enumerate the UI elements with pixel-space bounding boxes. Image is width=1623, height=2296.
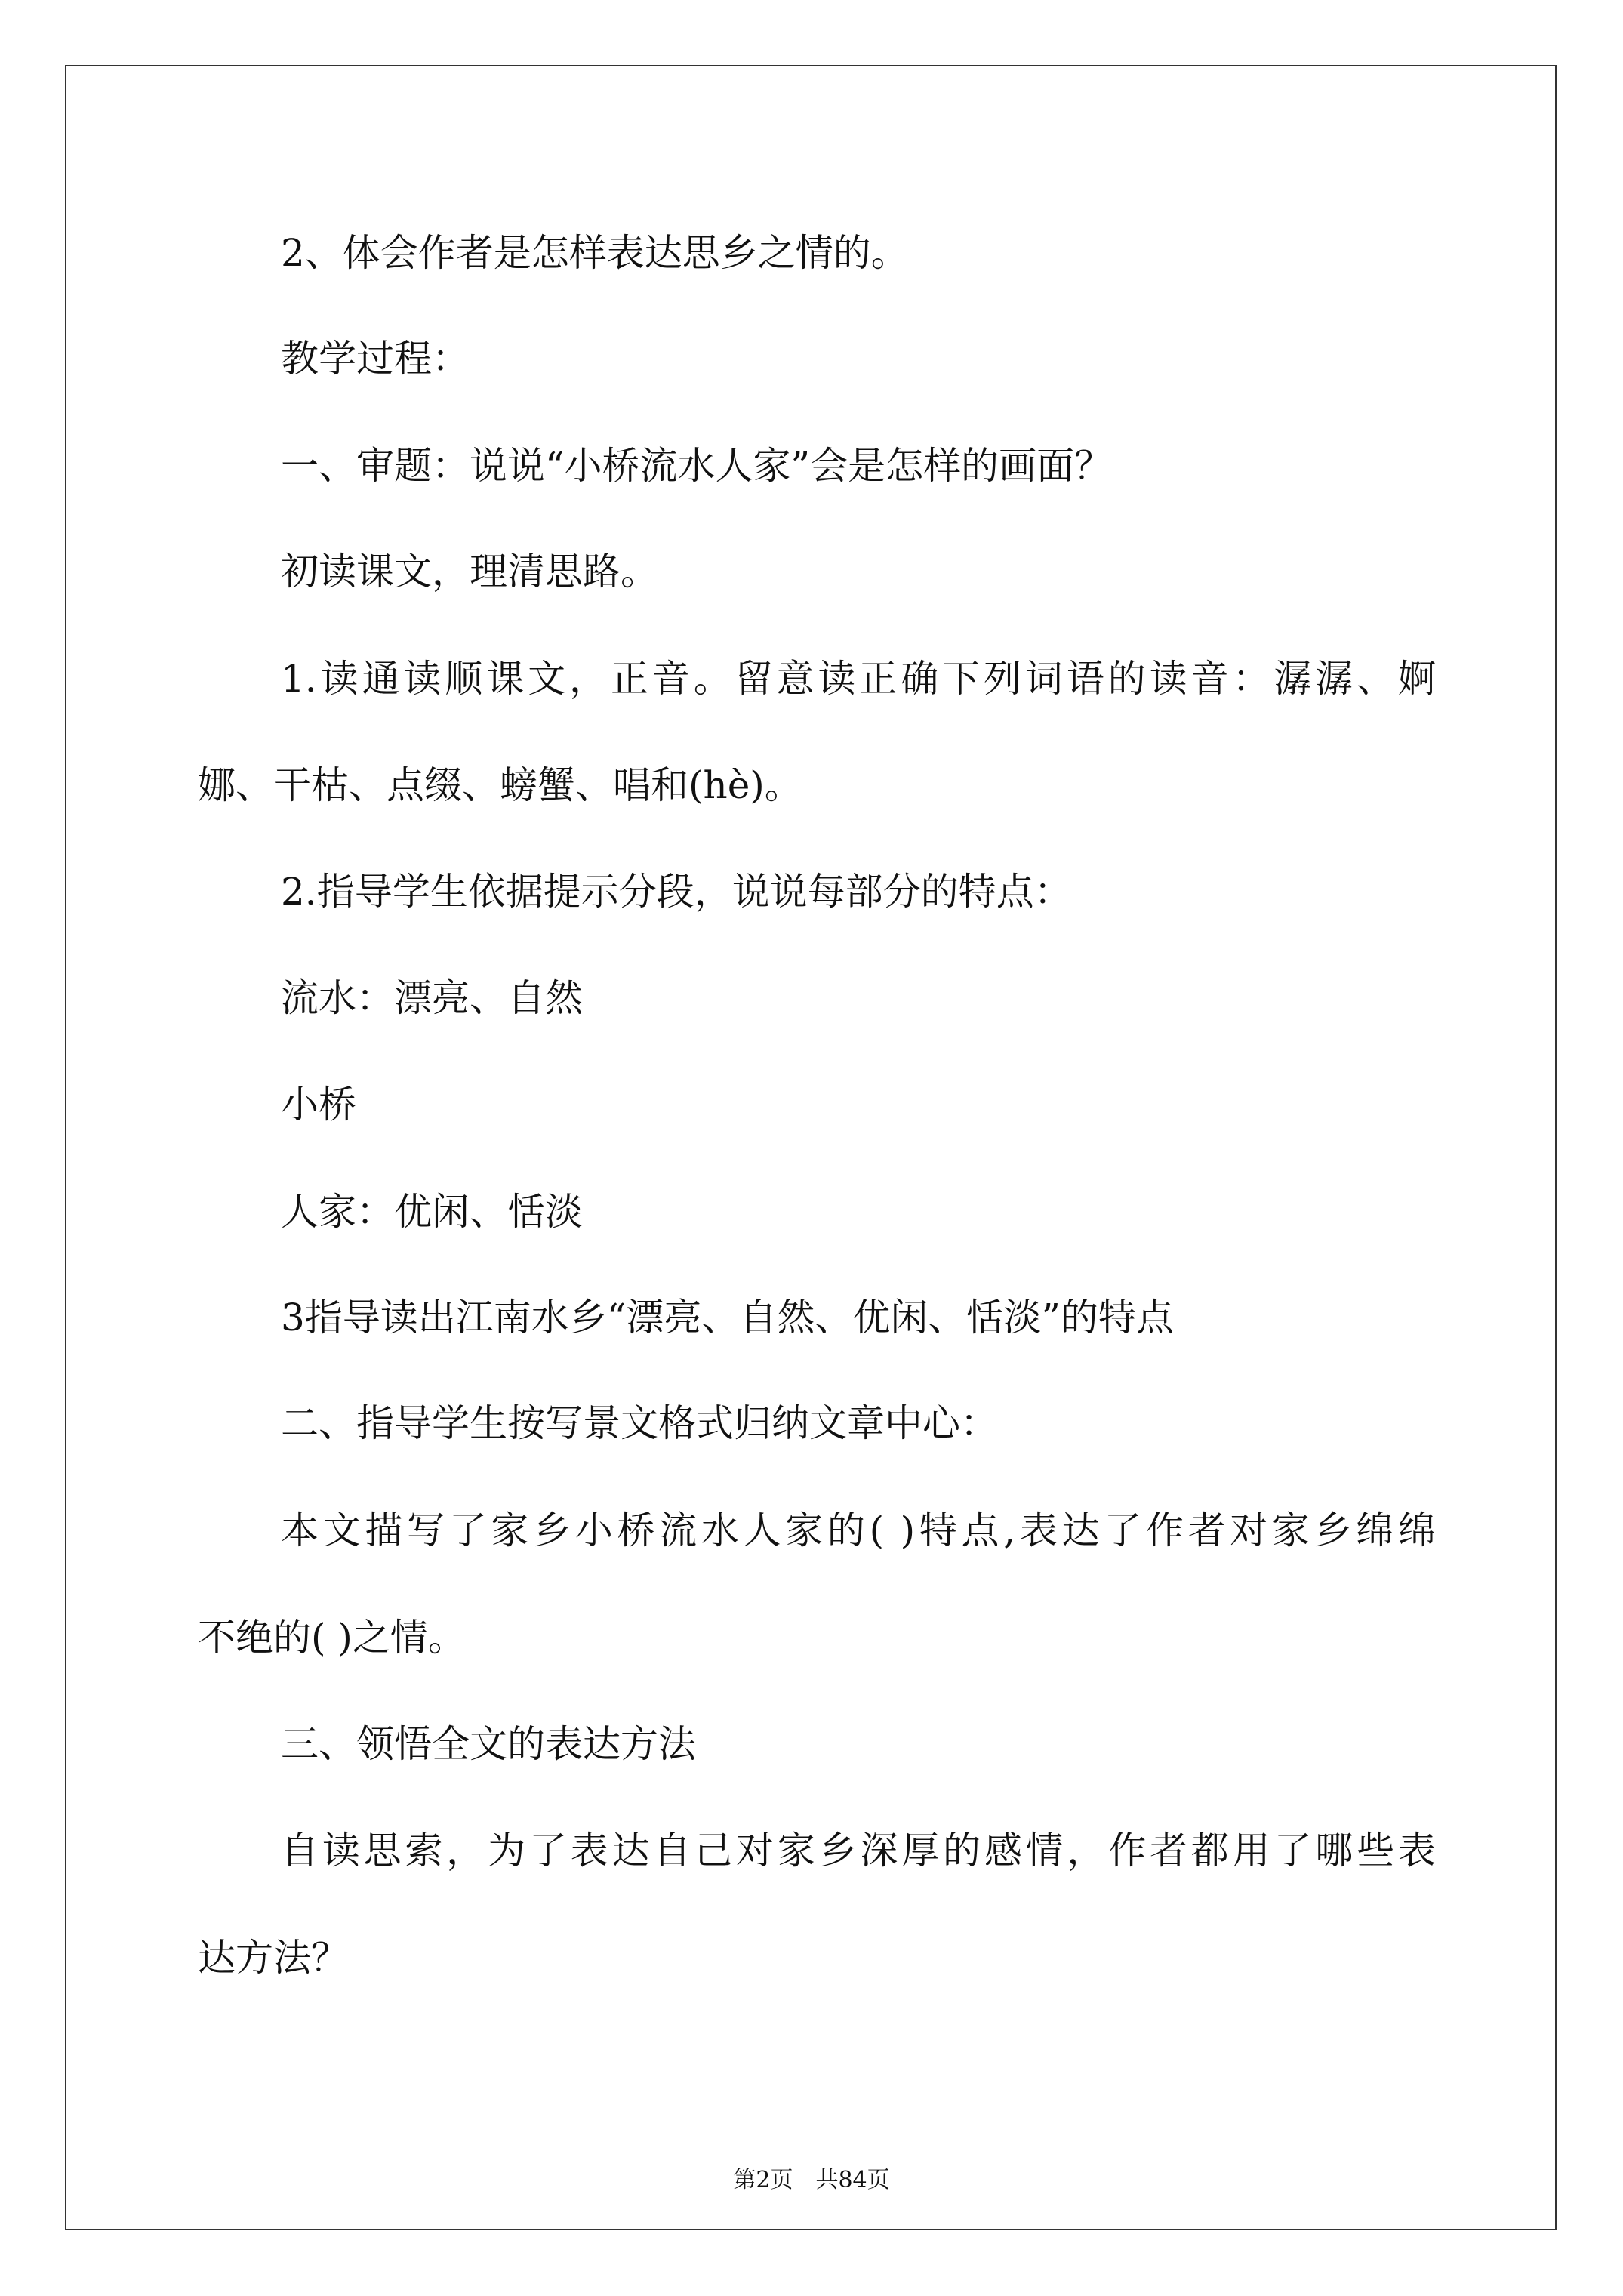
page-total: 共84页: [815, 2167, 890, 2193]
list-item-water: 流水：漂亮、自然: [281, 976, 583, 1020]
paragraph-reading-1-line-1: 1.读通读顺课文，正音。留意读正确下列词语的读音：潺潺、婀: [281, 657, 1436, 701]
step-1-heading: 一、审题：说说“小桥流水人家”会是怎样的画面？: [281, 444, 1113, 488]
objective-2: 2、体会作者是怎样表达思乡之情的。: [281, 231, 909, 275]
page-number: 第2页: [733, 2167, 793, 2193]
paragraph-reading-3: 3指导读出江南水乡“漂亮、自然、优闲、恬淡”的特点: [281, 1296, 1174, 1339]
list-item-bridge: 小桥: [281, 1083, 356, 1126]
paragraph-reading-2: 2.指导学生依据提示分段，说说每部分的特点：: [281, 870, 1072, 914]
paragraph-summary-line-1: 本文描写了家乡小桥流水人家的( )特点,表达了作者对家乡绵绵: [281, 1509, 1436, 1552]
paragraph-summary-line-2: 不绝的( )之情。: [198, 1616, 466, 1660]
page-footer: [0, 2167, 1623, 2194]
step-2-heading: 二、指导学生按写景文格式归纳文章中心：: [281, 1401, 998, 1445]
paragraph-method-line-2: 达方法？: [198, 1936, 349, 1980]
paragraph-initial-reading: 初读课文，理清思路。: [281, 550, 658, 593]
paragraph-reading-1-line-2: 娜、干枯、点缀、螃蟹、唱和(hè)。: [198, 763, 802, 807]
section-heading-process: 教学过程：: [281, 337, 470, 381]
page-border: [65, 65, 1557, 2230]
step-3-heading: 三、领悟全文的表达方法: [281, 1722, 696, 1766]
list-item-houses: 人家：优闲、恬淡: [281, 1190, 583, 1234]
paragraph-method-line-1: 自读思索，为了表达自己对家乡深厚的感情，作者都用了哪些表: [281, 1829, 1436, 1872]
